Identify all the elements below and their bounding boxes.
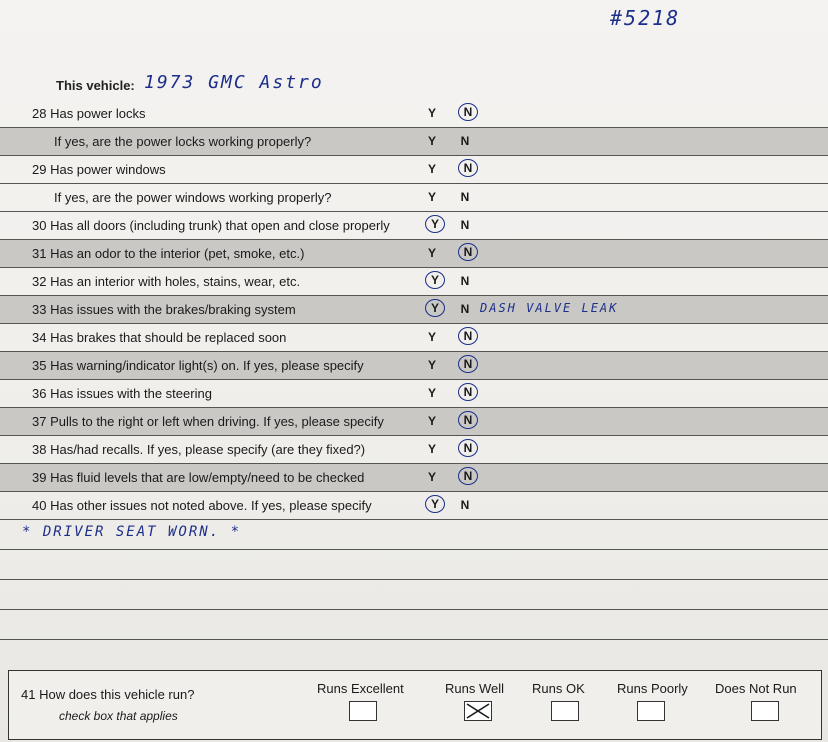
answer-yes[interactable]: Y — [427, 134, 436, 148]
answer-yes[interactable]: Y — [425, 271, 445, 289]
answer-yes[interactable]: Y — [425, 299, 445, 317]
answer-no[interactable]: N — [458, 243, 478, 261]
vehicle-value[interactable]: 1973 GMC Astro — [144, 72, 324, 93]
question-row — [0, 464, 828, 492]
question-41-instruction: check box that applies — [59, 709, 178, 723]
answer-no[interactable]: N — [460, 134, 470, 148]
question-list — [0, 100, 828, 640]
question-text: 28 Has power locks — [32, 106, 146, 121]
comment-line[interactable] — [0, 520, 828, 550]
answer-yes[interactable]: Y — [427, 162, 436, 176]
answer-yes[interactable]: Y — [427, 386, 436, 400]
question-text: If yes, are the power windows working properly? — [54, 190, 332, 205]
comment-line[interactable] — [0, 610, 828, 640]
handwritten-note[interactable]: DASH VALVE LEAK — [480, 301, 619, 315]
answer-no[interactable]: N — [460, 218, 470, 232]
question-text: 39 Has fluid levels that are low/empty/need to be checked — [32, 470, 365, 485]
run-option-label: Runs Well — [445, 681, 505, 696]
answer-yes[interactable]: Y — [427, 190, 436, 204]
comment-line[interactable] — [0, 550, 828, 580]
run-option-checkbox[interactable] — [349, 701, 377, 721]
question-text: 36 Has issues with the steering — [32, 386, 212, 401]
answer-no[interactable]: N — [458, 467, 478, 485]
answer-no[interactable]: N — [458, 411, 478, 429]
run-option-label: Does Not Run — [715, 681, 797, 696]
question-row — [0, 352, 828, 380]
question-text: 37 Pulls to the right or left when driving. If yes, please specify — [32, 414, 384, 429]
question-row — [0, 296, 828, 324]
run-option-checkbox[interactable] — [751, 701, 779, 721]
answer-no[interactable]: N — [460, 498, 470, 512]
question-row — [0, 128, 828, 156]
question-row — [0, 240, 828, 268]
question-row — [0, 492, 828, 520]
answer-yes[interactable]: Y — [427, 330, 436, 344]
question-text: If yes, are the power locks working properly? — [54, 134, 312, 149]
stock-number: #5218 — [610, 6, 681, 30]
question-row — [0, 380, 828, 408]
answer-yes[interactable]: Y — [427, 470, 436, 484]
comment-line[interactable] — [0, 580, 828, 610]
question-row — [0, 100, 828, 128]
question-41-box — [8, 670, 822, 740]
question-text: 34 Has brakes that should be replaced soon — [32, 330, 287, 345]
run-option-label: Runs OK — [532, 681, 585, 696]
question-row — [0, 436, 828, 464]
comment-text: * DRIVER SEAT WORN. * — [22, 524, 242, 540]
answer-no[interactable]: N — [460, 302, 470, 316]
question-text: 29 Has power windows — [32, 162, 166, 177]
question-text: 31 Has an odor to the interior (pet, smoke, etc.) — [32, 246, 305, 261]
answer-yes[interactable]: Y — [427, 106, 436, 120]
answer-no[interactable]: N — [458, 159, 478, 177]
answer-yes[interactable]: Y — [425, 495, 445, 513]
check-x-mark — [465, 702, 491, 720]
answer-yes[interactable]: Y — [425, 215, 445, 233]
answer-yes[interactable]: Y — [427, 414, 436, 428]
answer-no[interactable]: N — [460, 190, 470, 204]
answer-no[interactable]: N — [458, 383, 478, 401]
question-text: 32 Has an interior with holes, stains, wear, etc. — [32, 274, 301, 289]
question-row — [0, 156, 828, 184]
vehicle-label: This vehicle: — [56, 78, 135, 93]
answer-no[interactable]: N — [458, 355, 478, 373]
question-text: 33 Has issues with the brakes/braking system — [32, 302, 296, 317]
question-text: 38 Has/had recalls. If yes, please specify (are they fixed?) — [32, 442, 366, 457]
answer-yes[interactable]: Y — [427, 246, 436, 260]
question-row — [0, 408, 828, 436]
answer-no[interactable]: N — [458, 103, 478, 121]
answer-no[interactable]: N — [458, 327, 478, 345]
answer-no[interactable]: N — [460, 274, 470, 288]
answer-no[interactable]: N — [458, 439, 478, 457]
run-option-checkbox[interactable] — [464, 701, 492, 721]
question-text: 40 Has other issues not noted above. If yes, please specify — [32, 498, 372, 513]
answer-yes[interactable]: Y — [427, 358, 436, 372]
run-option-label: Runs Poorly — [617, 681, 688, 696]
answer-yes[interactable]: Y — [427, 442, 436, 456]
question-text: 30 Has all doors (including trunk) that open and close properly — [32, 218, 390, 233]
question-row — [0, 184, 828, 212]
run-option-checkbox[interactable] — [551, 701, 579, 721]
question-41-text: 41 How does this vehicle run? — [21, 687, 195, 702]
run-option-label: Runs Excellent — [317, 681, 404, 696]
question-text: 35 Has warning/indicator light(s) on. If yes, please specify — [32, 358, 364, 373]
question-row — [0, 268, 828, 296]
run-option-checkbox[interactable] — [637, 701, 665, 721]
question-row — [0, 324, 828, 352]
question-row — [0, 212, 828, 240]
